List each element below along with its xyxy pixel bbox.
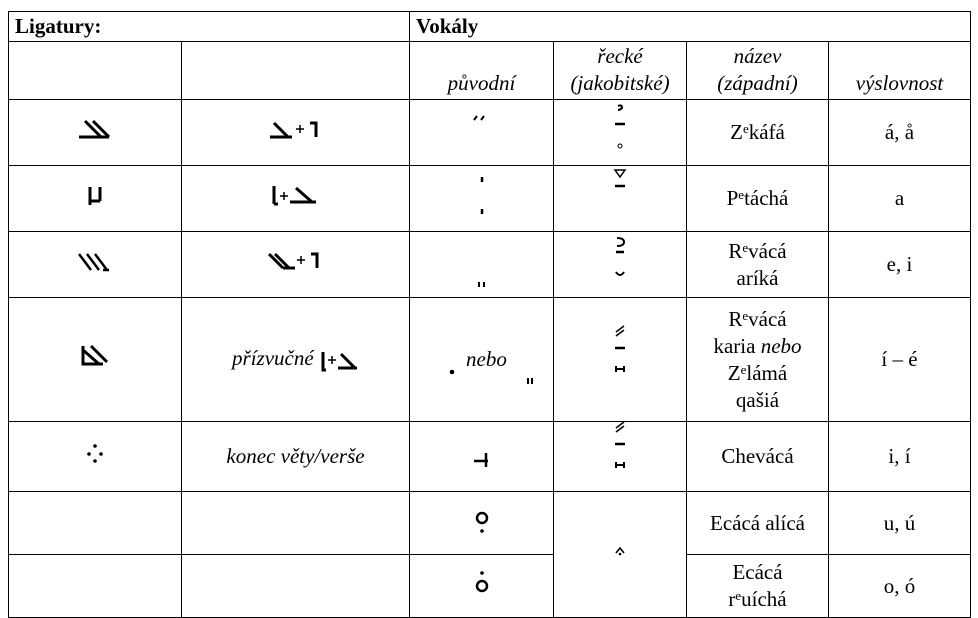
name-cell: $R^evácá$ aríká — [687, 232, 829, 298]
ligature-glyph — [77, 342, 113, 370]
greek-cell — [554, 166, 687, 232]
greek-header-line1: řecké — [597, 44, 643, 68]
empty-cell — [9, 492, 182, 555]
ligatures-heading: Ligatury: — [9, 12, 410, 42]
ligature-cell — [9, 232, 182, 298]
greek-mark — [610, 166, 630, 224]
greek-mark — [610, 541, 630, 561]
name-cell: $R^evácá$ karia nebo $Z^elámá$ qašiá — [687, 298, 829, 422]
pronunciation-cell: o, ó — [829, 555, 971, 618]
components-cell — [182, 232, 410, 298]
table-row — [9, 298, 971, 422]
name-cell: Ecácá $r^euíchá$ — [687, 555, 829, 618]
components-cell: konec věty/verše — [182, 422, 410, 492]
components-cell — [182, 166, 410, 232]
components-cell — [182, 100, 410, 166]
empty-cell — [182, 492, 410, 555]
table-row — [9, 492, 971, 555]
title-row — [9, 12, 971, 42]
greek-header-line2: (jakobitské) — [570, 71, 670, 95]
greek-mark — [610, 298, 630, 414]
original-cell — [410, 166, 554, 232]
components-glyph — [266, 182, 326, 208]
original-cell — [410, 555, 554, 618]
syriac-vowels-table — [8, 11, 971, 618]
original-cell: nebo — [410, 298, 554, 422]
pronunciation-header: výslovnost — [829, 42, 971, 100]
components-glyph — [265, 248, 327, 274]
table-row — [9, 232, 971, 298]
pronunciation-cell: e, i — [829, 232, 971, 298]
table-row — [9, 166, 971, 232]
name-header-line2: (západní) — [717, 71, 798, 95]
greek-cell — [554, 232, 687, 298]
original-mark — [470, 563, 494, 603]
greek-cell — [554, 100, 687, 166]
name-cell: $Z^ekáfá$ — [687, 100, 829, 166]
original-cell — [410, 100, 554, 166]
greek-cell — [554, 298, 687, 422]
name-cell: $P^etáchá$ — [687, 166, 829, 232]
pronunciation-cell: u, ú — [829, 492, 971, 555]
ligature-glyph — [83, 441, 107, 465]
original-mark — [470, 433, 494, 473]
ligature-glyph — [75, 117, 115, 141]
original-mark — [462, 104, 502, 154]
empty-cell — [9, 555, 182, 618]
vowels-heading: Vokály — [410, 12, 971, 42]
table-row — [9, 100, 971, 166]
original-mark — [472, 167, 492, 223]
greek-cell — [554, 422, 687, 492]
ligature-cell — [9, 100, 182, 166]
greek-header — [554, 42, 687, 100]
original-cell — [410, 422, 554, 492]
empty-cell — [182, 42, 410, 100]
name-header — [687, 42, 829, 100]
ligature-cell — [9, 422, 182, 492]
original-dot — [446, 366, 458, 378]
original-mark — [472, 232, 492, 290]
original-cell — [410, 232, 554, 298]
pronunciation-cell: í – é — [829, 298, 971, 422]
greek-cell — [554, 492, 687, 618]
pronunciation-cell: á, å — [829, 100, 971, 166]
original-double-dot — [524, 376, 536, 390]
table-row — [9, 422, 971, 492]
header-row — [9, 42, 971, 100]
pronunciation-cell: a — [829, 166, 971, 232]
ligature-glyph — [75, 248, 115, 274]
name-cell: Chevácá — [687, 422, 829, 492]
ligature-cell — [9, 166, 182, 232]
components-glyph — [266, 117, 326, 141]
empty-cell — [9, 42, 182, 100]
original-mark — [470, 500, 494, 540]
table-row — [9, 555, 971, 618]
pronunciation-cell: i, í — [829, 422, 971, 492]
empty-cell — [182, 555, 410, 618]
greek-mark — [610, 232, 630, 290]
original-cell — [410, 492, 554, 555]
ligature-glyph — [80, 183, 110, 207]
greek-mark — [610, 100, 630, 158]
name-cell: Ecácá alícá — [687, 492, 829, 555]
name-header-line1: název — [733, 44, 782, 68]
greek-mark — [610, 422, 630, 484]
components-cell: přízvučné — [182, 298, 410, 422]
ligature-cell — [9, 298, 182, 422]
original-header: původní — [410, 42, 554, 100]
components-glyph — [319, 348, 359, 374]
